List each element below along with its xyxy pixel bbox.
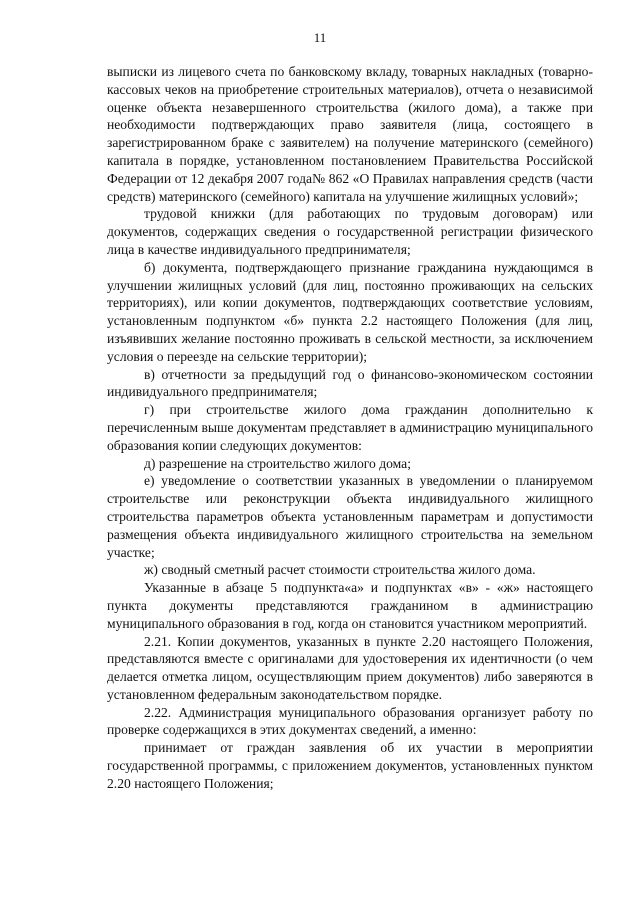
paragraph-item-e: е) уведомление о соответствии указанных в уведомлении о планируемом строительстве или реконструкции объекта индивидуального жилищного строительства параметров объекта установленным параметрам и допустимости размещения объекта индивидуального жилищного строительства на земельном участке; [107, 473, 593, 560]
paragraph-accepts-applications: принимает от граждан заявления об их участии в мероприятии государственной программы, с приложением документов, установленных пунктом 2.20 настоящего Положения; [107, 740, 593, 791]
page-number: 11 [313, 30, 327, 45]
paragraph-item-d: д) разрешение на строительство жилого дома; [144, 455, 411, 471]
paragraph-clause-2-22: 2.22. Администрация муниципального образования организует работу по проверке содержащихся в этих документах сведений, а именно: [107, 704, 593, 738]
paragraph-employment-record: трудовой книжки (для работающих по трудовым договорам) или документов, содержащих сведения о государственной регистрации физического лица в качестве индивидуального предпринимателя; [107, 206, 593, 257]
paragraph-submission-note: Указанные в абзаце 5 подпункта«а» и подпунктах «в» - «ж» настоящего пункта документы представляются гражданином в администрацию муниципального образования в год, когда он становится участником мероприятий. [107, 580, 593, 631]
paragraph-clause-2-21: 2.21. Копии документов, указанных в пункте 2.20 настоящего Положения, представляются вместе с оригиналами для удостоверения их идентичности (о чем делается отметка лицом, осуществляющим прием документов) либо заверяются в установленном федеральным законодательством порядке. [107, 633, 593, 702]
paragraph-item-v: в) отчетности за предыдущий год о финансово-экономическом состоянии индивидуального предпринимателя; [107, 366, 593, 400]
paragraph-item-g: г) при строительстве жилого дома гражданин дополнительно к перечисленным выше документам представляет в администрацию муниципального образования копии следующих документов: [107, 402, 593, 453]
paragraph-item-b: б) документа, подтверждающего признание гражданина нуждающимся в улучшении жилищных условий (для лиц, постоянно проживающих на сельских территориях), или копии документов, подтверждающих соответствие условиям, установленным подпунктом «б» пункта 2.2 настоящего Положения (для лиц, изъявивших желание постоянно проживать в сельской местности, за исключением условия о переезде на сельские территории); [107, 259, 593, 364]
paragraph-account-statement: выписки из лицевого счета по банковскому вкладу, товарных накладных (товарно-кассовых чеков на приобретение строительных материалов), отчета о независимой оценке объекта незавершенного строительства (жилого дома), а также при необходимости подтверждающих право заявителя (лица, состоящего в зарегистрированном браке с заявителем) на получение материнского (семейного) капитала в порядке, установленном постановлением Правительства Российской Федерации от 12 декабря 2007 года№ 862 «О Правилах направления средств (части средств) материнского (семейного) капитала на улучшение жилищных условий»; [107, 64, 593, 204]
document-body [107, 63, 593, 793]
paragraph-item-zh: ж) сводный сметный расчет стоимости строительства жилого дома. [144, 562, 536, 578]
